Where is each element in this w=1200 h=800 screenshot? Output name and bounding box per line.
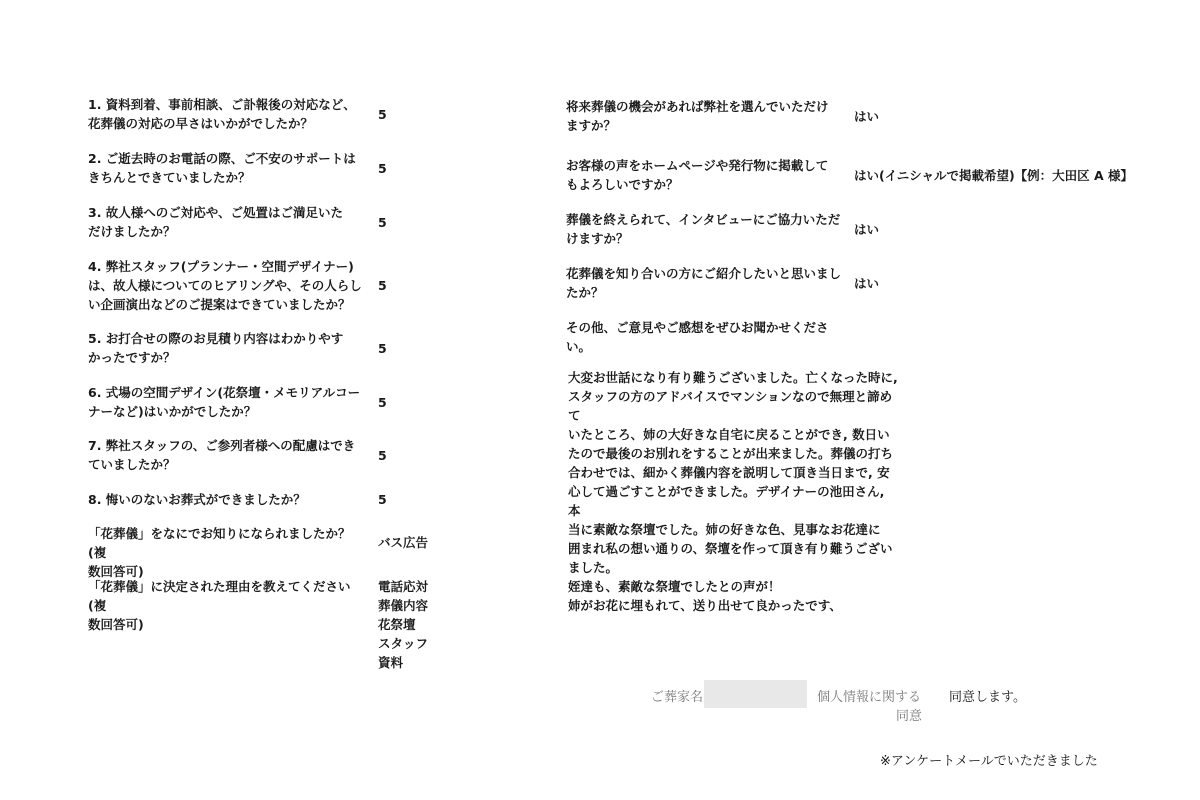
privacy-consent-value: 同意します。 (949, 690, 1026, 705)
privacy-label: 個人情報に関する (817, 690, 922, 705)
question-text: 5. お打合せの際のお見積り内容はわかりやす かったですか？ (88, 331, 344, 365)
question-text: 「花葬儀」をなにでお知りになられましたか？(複 数回答可) (88, 526, 351, 579)
privacy-label-cont: 同意 (896, 709, 923, 724)
question-text: 葬儀を終えられて、インタビューにご協力いただ けますか？ (566, 212, 841, 246)
answer-text: はい (854, 109, 880, 124)
answer-text: はい (854, 276, 880, 291)
answer-text: 5 (378, 341, 387, 356)
question-text: 7. 弊社スタッフの、ご参列者様への配慮はでき ていましたか？ (88, 438, 356, 472)
question-text: 「花葬儀」に決定された理由を教えてください(複 数回答可) (88, 579, 351, 632)
question-text: 8. 悔いのないお葬式ができましたか？ (88, 492, 306, 507)
answer-text: バス広告 (378, 535, 429, 550)
answer-text: 5 (378, 278, 387, 293)
question-text: 将来葬儀の機会があれば弊社を選んでいただけ ますか？ (566, 99, 829, 133)
answer-text: 5 (378, 161, 387, 176)
customer-comment: 大変お世話になり有り難うございました。亡くなった時に, スタッフの方のアドバイスでマンションなので無理と諦めて いたところ、姉の大好きな自宅に戻ることができ, 数日い たので最後のお別れをすることが出来ました。葬儀の打ち 合わせでは、細かく葬儀内容を説明して頂き当日まで, 安 心して過ごすことができました。デザイナーの池田さん, 本 当に素敵な祭壇でした。姉の好きな色、見事なお花達に 囲まれ私の想い通りの、祭壇を作って頂き有り難うござい ました。 姪達も、素敵な祭壇でしたとの声が！ 姉がお花に埋もれて、送り出せて良かったです、 (568, 370, 898, 613)
question-text: 6. 式場の空間デザイン(花祭壇・メモリアルコー ナーなど)はいかがでしたか？ (88, 385, 361, 419)
answer-text: 5 (378, 215, 387, 230)
question-text: 2. ご逝去時のお電話の際、ご不安のサポートは きちんとできていましたか？ (88, 151, 356, 185)
question-text: 花葬儀を知り合いの方にご紹介したいと思いまし たか？ (566, 266, 842, 300)
answer-text: はい(イニシャルで掲載希望)【例：大田区 A 様】 (854, 168, 1134, 183)
answer-text: 5 (378, 395, 387, 410)
answer-text: はい (854, 222, 880, 237)
family-name-field (704, 680, 807, 708)
answer-text: 5 (378, 492, 387, 507)
question-text: その他、ご意見やご感想をぜひお聞かせくださ い。 (566, 320, 829, 354)
question-text: 1. 資料到着、事前相談、ご訃報後の対応など、 花葬儀の対応の早さはいかがでしたか？ (88, 97, 356, 131)
answer-text: 5 (378, 107, 387, 122)
answer-text: 5 (378, 448, 387, 463)
family-name-label: ご葬家名 (651, 690, 704, 705)
source-note: ※アンケートメールでいただきました (880, 754, 1098, 769)
question-text: 4. 弊社スタッフ(プランナー・空間デザイナー) は、故人様についてのヒアリングや、その人らし い企画演出などのご提案はできていましたか？ (88, 259, 362, 312)
question-text: 3. 故人様へのご対応や、ご処置はご満足いた だけましたか？ (88, 205, 344, 239)
question-text: お客様の声をホームページや発行物に掲載して もよろしいですか？ (566, 158, 829, 192)
answer-text: 電話応対 葬儀内容 花祭壇 スタッフ 資料 (378, 579, 429, 670)
